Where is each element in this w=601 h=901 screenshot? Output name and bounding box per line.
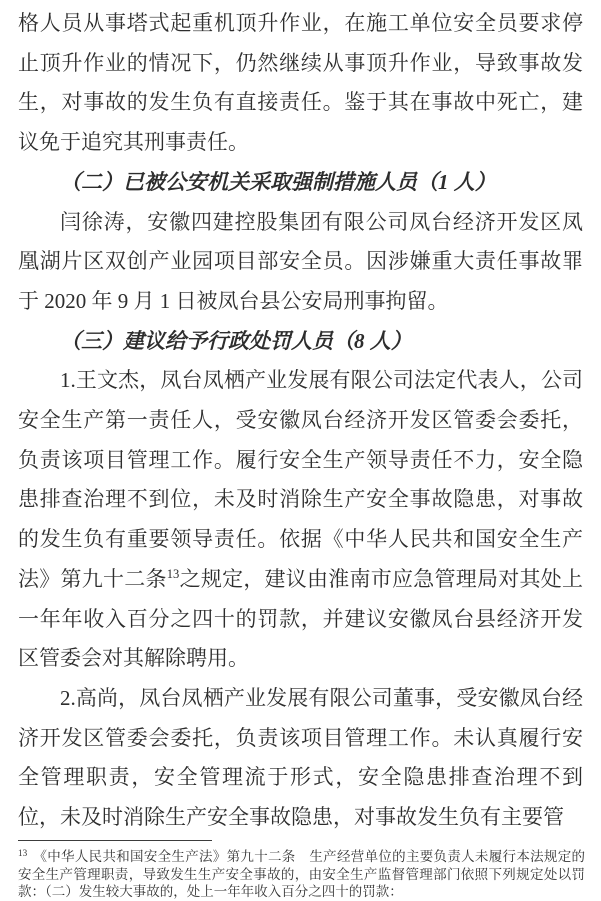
document-body bbox=[18, 4, 583, 838]
paragraph-text-before-ref: 1.王文杰，凤台凤栖产业发展有限公司法定代表人，公司安全生产第一责任人，受安徽凤台经济开发区管委会委托，负责该项目管理工作。履行安全生产领导责任不力，安全隐患排查治理不到位，未及时消除生产安全事故隐患，对事故的发生负有重要领导责任。依据《中华人民共和国安全生产法》第九十二条 bbox=[18, 368, 583, 591]
footnote-reference-13: 13 bbox=[166, 566, 180, 581]
paragraph-yanxutao: 闫徐涛，安徽四建控股集团有限公司凤台经济开发区凤凰湖片区双创产业园项目部安全员。因涉嫌重大责任事故罪于 2020 年 9 月 1 日被凤台县公安局刑事拘留。 bbox=[18, 209, 583, 313]
footnote-separator-line bbox=[18, 840, 212, 841]
section-heading-3: （三）建议给予行政处罚人员（8 人） bbox=[60, 328, 412, 353]
paragraph-gaoshang: 2.高尚，凤台凤栖产业发展有限公司董事，受安徽凤台经济开发区管委会委托，负责该项目管理工作。未认真履行安全管理职责，安全管理流于形式，安全隐患排查治理不到位，未及时消除生产安全事故隐患，对事故发生负有主要管 bbox=[18, 685, 583, 830]
paragraph-text-after-ref: 之规定，建议由淮南市应急管理局对其处上一年年收入百分之四十的罚款，并建议安徽凤台县经济开发区管委会对其解除聘用。 bbox=[18, 566, 583, 671]
section-heading-2: （二）已被公安机关采取强制措施人员（1 人） bbox=[60, 169, 496, 194]
paragraph-continuation: 格人员从事塔式起重机顶升作业，在施工单位安全员要求停止顶升作业的情况下，仍然继续从事顶升作业，导致事故发生，对事故的发生负有直接责任。鉴于其在事故中死亡，建议免于追究其刑事责任。 bbox=[18, 11, 583, 155]
footnote-area bbox=[18, 840, 585, 901]
footnote-text: 《中华人民共和国安全生产法》第九十二条 生产经营单位的主要负责人未履行本法规定的安全生产管理职责，导致发生生产安全事故的，由安全生产监督管理部门依照下列规定处以罚款：（二）发生较大事故的，处上一年年收入百分之四十的罚款： bbox=[18, 849, 585, 900]
footnote-marker-13: 13 bbox=[18, 847, 28, 858]
paragraph-wangwenjie bbox=[18, 361, 583, 679]
footnote-13 bbox=[18, 848, 585, 901]
